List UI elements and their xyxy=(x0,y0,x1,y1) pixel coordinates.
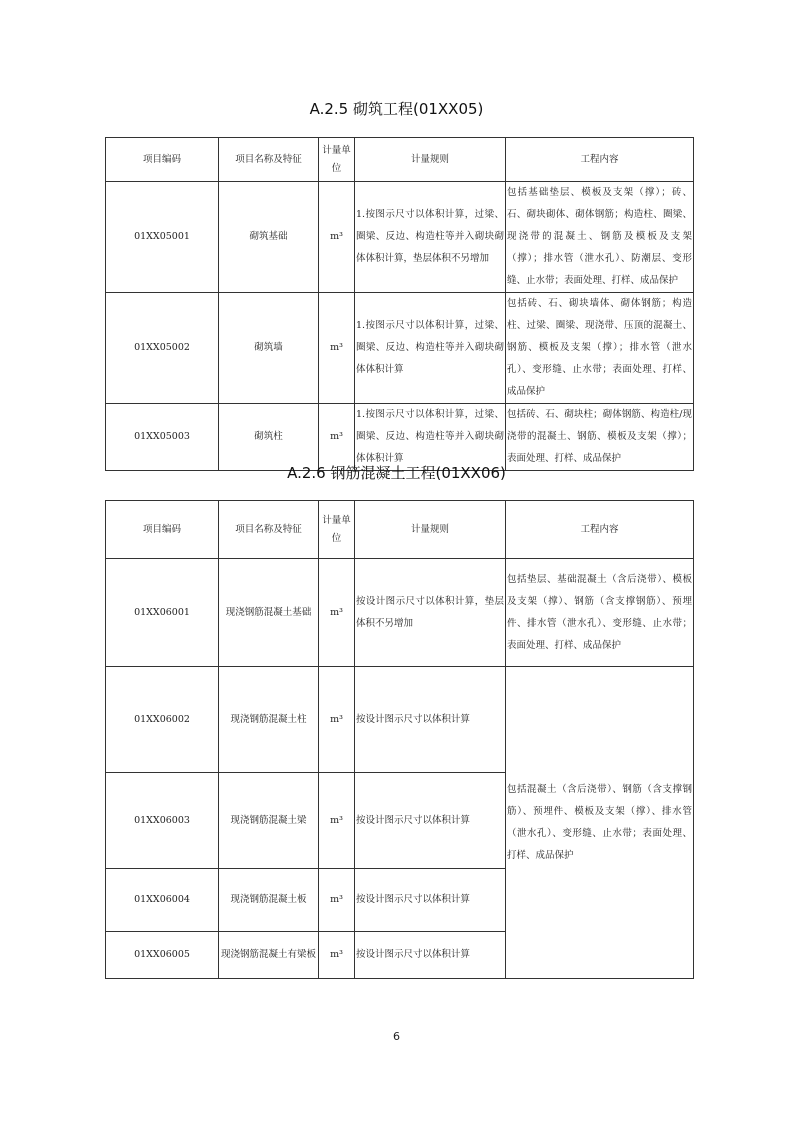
item-content: 包括砖、石、砌块墙体、砌体钢筋；构造柱、过梁、圈梁、现浇带、压顶的混凝土、钢筋、模板及支架（撑）；排水管（泄水孔）、变形缝、止水带；表面处理、打样、成品保护 xyxy=(506,293,694,404)
item-rule: 按设计图示尺寸以体积计算，垫层体积不另增加 xyxy=(355,559,506,667)
table-row xyxy=(106,559,694,667)
header-code: 项目编码 xyxy=(106,138,219,182)
item-unit: m³ xyxy=(319,773,355,869)
header-rule: 计量规则 xyxy=(355,138,506,182)
table-row xyxy=(106,293,694,404)
item-code: 01XX06001 xyxy=(106,559,219,667)
header-name: 项目名称及特征 xyxy=(219,138,319,182)
section-title-concrete: A.2.6 钢筋混凝土工程(01XX06) xyxy=(287,464,506,482)
header-content: 工程内容 xyxy=(506,501,694,559)
table-header-row xyxy=(106,501,694,559)
item-code: 01XX06005 xyxy=(106,932,219,979)
item-content: 包括基础垫层、模板及支架（撑）；砖、石、砌块砌体、砌体钢筋；构造柱、圈梁、现浇带的混凝土、钢筋及模板及支架（撑）；排水管（泄水孔）、防潮层、变形缝、止水带；表面处理、打样、成品保护 xyxy=(506,182,694,293)
item-name: 现浇钢筋混凝土柱 xyxy=(219,667,319,773)
item-rule: 按设计图示尺寸以体积计算 xyxy=(355,667,506,773)
header-content: 工程内容 xyxy=(506,138,694,182)
item-name: 砌筑基础 xyxy=(219,182,319,293)
item-content: 包括砖、石、砌块柱；砌体钢筋、构造柱/现浇带的混凝土、钢筋、模板及支架（撑）；表面处理、打样、成品保护 xyxy=(506,404,694,471)
masonry-table xyxy=(105,137,694,471)
item-rule: 按设计图示尺寸以体积计算 xyxy=(355,869,506,932)
table-row xyxy=(106,404,694,471)
table-header-row xyxy=(106,138,694,182)
item-code: 01XX05003 xyxy=(106,404,219,471)
item-code: 01XX06004 xyxy=(106,869,219,932)
item-rule: 1.按图示尺寸以体积计算，过梁、圈梁、反边、构造柱等并入砌块砌体体积计算 xyxy=(355,404,506,471)
item-unit: m³ xyxy=(319,182,355,293)
item-rule: 按设计图示尺寸以体积计算 xyxy=(355,932,506,979)
item-rule: 1.按图示尺寸以体积计算，过梁、圈梁、反边、构造柱等并入砌块砌体体积计算，垫层体积不另增加 xyxy=(355,182,506,293)
item-name: 现浇钢筋混凝土基础 xyxy=(219,559,319,667)
section-title-masonry: A.2.5 砌筑工程(01XX05) xyxy=(309,100,484,118)
item-code: 01XX06002 xyxy=(106,667,219,773)
item-unit: m³ xyxy=(319,932,355,979)
item-unit: m³ xyxy=(319,404,355,471)
item-unit: m³ xyxy=(319,869,355,932)
item-unit: m³ xyxy=(319,293,355,404)
header-unit: 计量单位 xyxy=(319,138,355,182)
header-name: 项目名称及特征 xyxy=(219,501,319,559)
item-code: 01XX05002 xyxy=(106,293,219,404)
item-content: 包括垫层、基础混凝土（含后浇带）、模板及支架（撑）、钢筋（含支撑钢筋）、预埋件、排水管（泄水孔）、变形缝、止水带；表面处理、打样、成品保护 xyxy=(506,559,694,667)
table-row xyxy=(106,182,694,293)
item-name: 砌筑墙 xyxy=(219,293,319,404)
item-name: 现浇钢筋混凝土梁 xyxy=(219,773,319,869)
concrete-table xyxy=(105,500,694,979)
item-rule: 按设计图示尺寸以体积计算 xyxy=(355,773,506,869)
item-name: 砌筑柱 xyxy=(219,404,319,471)
header-unit: 计量单位 xyxy=(319,501,355,559)
shared-content: 包括混凝土（含后浇带）、钢筋（含支撑钢筋）、预埋件、模板及支架（撑）、排水管（泄水孔）、变形缝、止水带；表面处理、打样、成品保护 xyxy=(506,667,694,979)
item-unit: m³ xyxy=(319,559,355,667)
item-name: 现浇钢筋混凝土有梁板 xyxy=(219,932,319,979)
header-rule: 计量规则 xyxy=(355,501,506,559)
item-unit: m³ xyxy=(319,667,355,773)
table-row xyxy=(106,667,694,773)
item-code: 01XX06003 xyxy=(106,773,219,869)
page-number: 6 xyxy=(393,1030,400,1043)
item-name: 现浇钢筋混凝土板 xyxy=(219,869,319,932)
header-code: 项目编码 xyxy=(106,501,219,559)
item-code: 01XX05001 xyxy=(106,182,219,293)
item-rule: 1.按图示尺寸以体积计算，过梁、圈梁、反边、构造柱等并入砌块砌体体积计算 xyxy=(355,293,506,404)
